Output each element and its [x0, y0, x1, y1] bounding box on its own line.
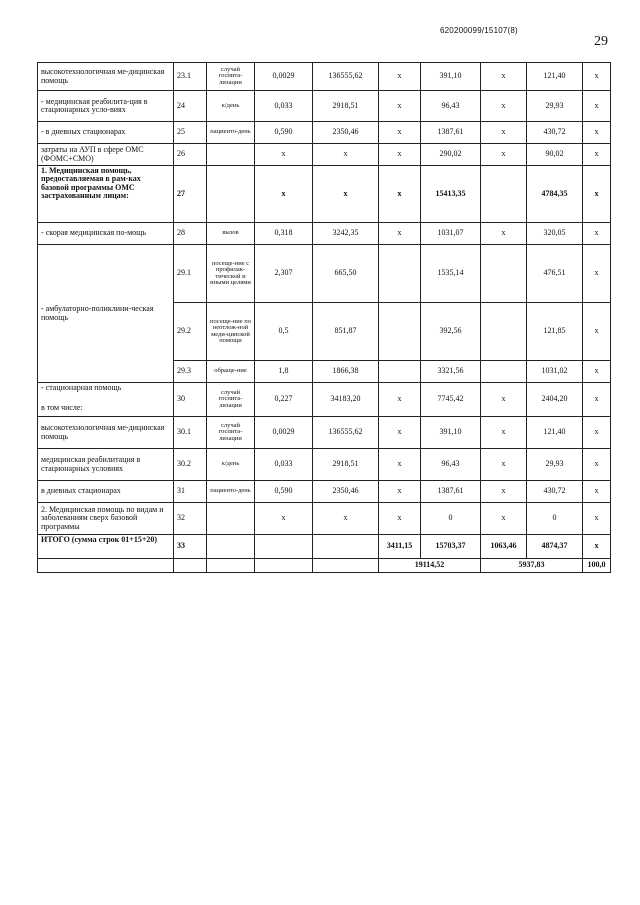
- total-value: 19114,52: [379, 559, 481, 573]
- cell-value: [481, 166, 527, 223]
- table-row: [38, 91, 611, 122]
- cell-value: 121,85: [527, 303, 583, 361]
- cell-value: 100,0: [583, 559, 611, 573]
- cell-value: x: [583, 166, 611, 223]
- cell-value: [255, 535, 313, 559]
- cell-value: x: [481, 144, 527, 166]
- cell-value: x: [583, 63, 611, 91]
- cell-value: 121,40: [527, 63, 583, 91]
- cell-value: 3411,15: [379, 535, 421, 559]
- cell-value: x: [313, 503, 379, 535]
- cell-value: x: [379, 223, 421, 245]
- cell-value: 0,227: [255, 383, 313, 417]
- row-unit: пациенто-день: [207, 481, 255, 503]
- cell-value: x: [481, 63, 527, 91]
- cell-value: 0: [527, 503, 583, 535]
- table-row: [38, 122, 611, 144]
- table-row: [38, 223, 611, 245]
- cell-value: x: [379, 166, 421, 223]
- cell-value: [313, 559, 379, 573]
- cell-value: x: [481, 122, 527, 144]
- row-name: - скорая медицинская по-мощь: [38, 223, 174, 245]
- cell-value: 34183,20: [313, 383, 379, 417]
- row-unit: случай госпита-лизации: [207, 383, 255, 417]
- row-number: 29.3: [174, 361, 207, 383]
- cell-value: 3321,56: [421, 361, 481, 383]
- row-unit: [207, 559, 255, 573]
- cell-value: x: [481, 449, 527, 481]
- cell-value: 7745,42: [421, 383, 481, 417]
- row-unit: случай госпита-лизации: [207, 63, 255, 91]
- row-number: [174, 559, 207, 573]
- cell-value: 96,43: [421, 91, 481, 122]
- cell-value: x: [481, 91, 527, 122]
- row-name-main: - стационарная помощь: [41, 383, 122, 392]
- cell-value: 121,40: [527, 417, 583, 449]
- cell-value: x: [583, 449, 611, 481]
- cell-value: x: [379, 383, 421, 417]
- cell-value: 392,56: [421, 303, 481, 361]
- cell-value: x: [583, 503, 611, 535]
- table-row: [38, 535, 611, 559]
- cell-value: x: [481, 417, 527, 449]
- cell-value: x: [583, 223, 611, 245]
- cell-value: 391,10: [421, 63, 481, 91]
- cell-value: x: [379, 503, 421, 535]
- cell-value: 15703,37: [421, 535, 481, 559]
- cell-value: 2404,20: [527, 383, 583, 417]
- cell-value: x: [481, 383, 527, 417]
- row-number: 32: [174, 503, 207, 535]
- row-name: [38, 559, 174, 573]
- table-row: [38, 417, 611, 449]
- row-name: высокотехнологичная ме-дицинская помощь: [38, 63, 174, 91]
- cell-value: x: [313, 166, 379, 223]
- row-number: 26: [174, 144, 207, 166]
- cell-value: 1866,38: [313, 361, 379, 383]
- cell-value: x: [583, 245, 611, 303]
- cell-value: 2918,51: [313, 449, 379, 481]
- cell-value: 0,590: [255, 122, 313, 144]
- cell-value: 1,8: [255, 361, 313, 383]
- cell-value: x: [379, 144, 421, 166]
- cell-value: x: [481, 223, 527, 245]
- table-row: [38, 559, 611, 573]
- cell-value: 476,51: [527, 245, 583, 303]
- row-number: 24: [174, 91, 207, 122]
- cell-value: x: [379, 122, 421, 144]
- cell-value: [481, 245, 527, 303]
- cell-value: x: [379, 91, 421, 122]
- cell-value: x: [255, 503, 313, 535]
- cell-value: x: [583, 91, 611, 122]
- cell-value: x: [379, 63, 421, 91]
- table-row: [38, 63, 611, 91]
- cell-value: 96,43: [421, 449, 481, 481]
- cell-value: x: [583, 481, 611, 503]
- cell-value: 0,318: [255, 223, 313, 245]
- page-number: 29: [594, 34, 608, 49]
- cell-value: 0,033: [255, 91, 313, 122]
- cell-value: 4874,37: [527, 535, 583, 559]
- cell-value: x: [481, 503, 527, 535]
- cell-value: 1063,46: [481, 535, 527, 559]
- cell-value: 90,02: [527, 144, 583, 166]
- cell-value: x: [379, 449, 421, 481]
- row-number: 23.1: [174, 63, 207, 91]
- row-number: 30: [174, 383, 207, 417]
- cell-value: 1387,61: [421, 122, 481, 144]
- cell-value: 29,93: [527, 449, 583, 481]
- cell-value: 2,307: [255, 245, 313, 303]
- row-name: 1. Медицинская помощь, предоставляемая в рам-ках базовой программы ОМС застрахованным лицам:: [38, 166, 174, 223]
- row-name: медицинская реабилитация в стационарных условиях: [38, 449, 174, 481]
- row-unit: обраще-ние: [207, 361, 255, 383]
- cell-value: 4784,35: [527, 166, 583, 223]
- cell-value: [313, 535, 379, 559]
- cell-value: x: [583, 383, 611, 417]
- cell-value: 1031,02: [527, 361, 583, 383]
- cell-value: 430,72: [527, 481, 583, 503]
- row-unit: посеще-ние с профилак-тической и иными целями: [207, 245, 255, 303]
- cell-value: 430,72: [527, 122, 583, 144]
- cell-value: x: [583, 144, 611, 166]
- row-number: 28: [174, 223, 207, 245]
- cell-value: 136555,62: [313, 417, 379, 449]
- cell-value: 3242,35: [313, 223, 379, 245]
- row-unit: к/день: [207, 449, 255, 481]
- cell-value: x: [379, 417, 421, 449]
- cell-value: x: [583, 122, 611, 144]
- cell-value: [379, 303, 421, 361]
- row-name: затраты на АУП в сфере ОМС (ФОМС+СМО): [38, 144, 174, 166]
- cell-value: 2350,46: [313, 481, 379, 503]
- cell-value: 391,10: [421, 417, 481, 449]
- row-unit: случай госпита-лизации: [207, 417, 255, 449]
- row-unit: пациенто-день: [207, 122, 255, 144]
- row-unit: [207, 166, 255, 223]
- cell-value: 851,87: [313, 303, 379, 361]
- row-number: 29.1: [174, 245, 207, 303]
- cell-value: [481, 303, 527, 361]
- cell-value: 290,02: [421, 144, 481, 166]
- row-number: 30.1: [174, 417, 207, 449]
- cell-value: x: [379, 481, 421, 503]
- cell-value: x: [313, 144, 379, 166]
- row-number: 31: [174, 481, 207, 503]
- cell-value: x: [255, 166, 313, 223]
- cell-value: 0,0029: [255, 63, 313, 91]
- cell-value: x: [583, 417, 611, 449]
- table-row: [38, 503, 611, 535]
- cell-value: [379, 245, 421, 303]
- cell-value: 29,93: [527, 91, 583, 122]
- row-unit: посеще-ние по неотлож-ной меди-цинской помощи: [207, 303, 255, 361]
- table-row: [38, 245, 611, 303]
- cell-value: 2350,46: [313, 122, 379, 144]
- cell-value: 320,05: [527, 223, 583, 245]
- total-value: 5937,83: [481, 559, 583, 573]
- row-number: 29.2: [174, 303, 207, 361]
- cell-value: [255, 559, 313, 573]
- table-row: [38, 481, 611, 503]
- table-row: [38, 383, 611, 417]
- row-unit: [207, 535, 255, 559]
- row-name-sub: в том числе:: [41, 403, 83, 413]
- cell-value: 665,50: [313, 245, 379, 303]
- cell-value: 0,033: [255, 449, 313, 481]
- cell-value: [379, 361, 421, 383]
- row-name: в дневных стационарах: [38, 481, 174, 503]
- row-name: - амбулаторно-поликлини-ческая помощь: [38, 245, 174, 383]
- cell-value: 0: [421, 503, 481, 535]
- row-unit: [207, 144, 255, 166]
- table-row: [38, 144, 611, 166]
- cell-value: 0,5: [255, 303, 313, 361]
- table-row: [38, 166, 611, 223]
- row-name: - медицинская реабилита-ция в стационарных усло-виях: [38, 91, 174, 122]
- cell-value: 15413,35: [421, 166, 481, 223]
- cell-value: 1031,07: [421, 223, 481, 245]
- row-name: - в дневных стационарах: [38, 122, 174, 144]
- cell-value: 136555,62: [313, 63, 379, 91]
- row-name: [38, 383, 174, 417]
- cell-value: x: [583, 303, 611, 361]
- document-id: 620200099/15107(8): [440, 26, 518, 35]
- cell-value: x: [583, 535, 611, 559]
- row-unit: [207, 503, 255, 535]
- cell-value: [481, 361, 527, 383]
- row-name: 2. Медицинская помощь по видам и заболеваниям сверх базовой программы: [38, 503, 174, 535]
- cell-value: 2918,51: [313, 91, 379, 122]
- row-name: высокотехнологичная ме-дицинская помощь: [38, 417, 174, 449]
- table-row: [38, 449, 611, 481]
- row-number: 27: [174, 166, 207, 223]
- cell-value: 1535,14: [421, 245, 481, 303]
- row-number: 30.2: [174, 449, 207, 481]
- row-number: 25: [174, 122, 207, 144]
- cell-value: 1387,61: [421, 481, 481, 503]
- row-unit: вызов: [207, 223, 255, 245]
- financing-table: [37, 62, 611, 573]
- cell-value: x: [481, 481, 527, 503]
- cell-value: x: [583, 361, 611, 383]
- cell-value: 0,0029: [255, 417, 313, 449]
- row-number: 33: [174, 535, 207, 559]
- row-unit: к/день: [207, 91, 255, 122]
- row-name: ИТОГО (сумма строк 01+15+20): [38, 535, 174, 559]
- cell-value: x: [255, 144, 313, 166]
- cell-value: 0,590: [255, 481, 313, 503]
